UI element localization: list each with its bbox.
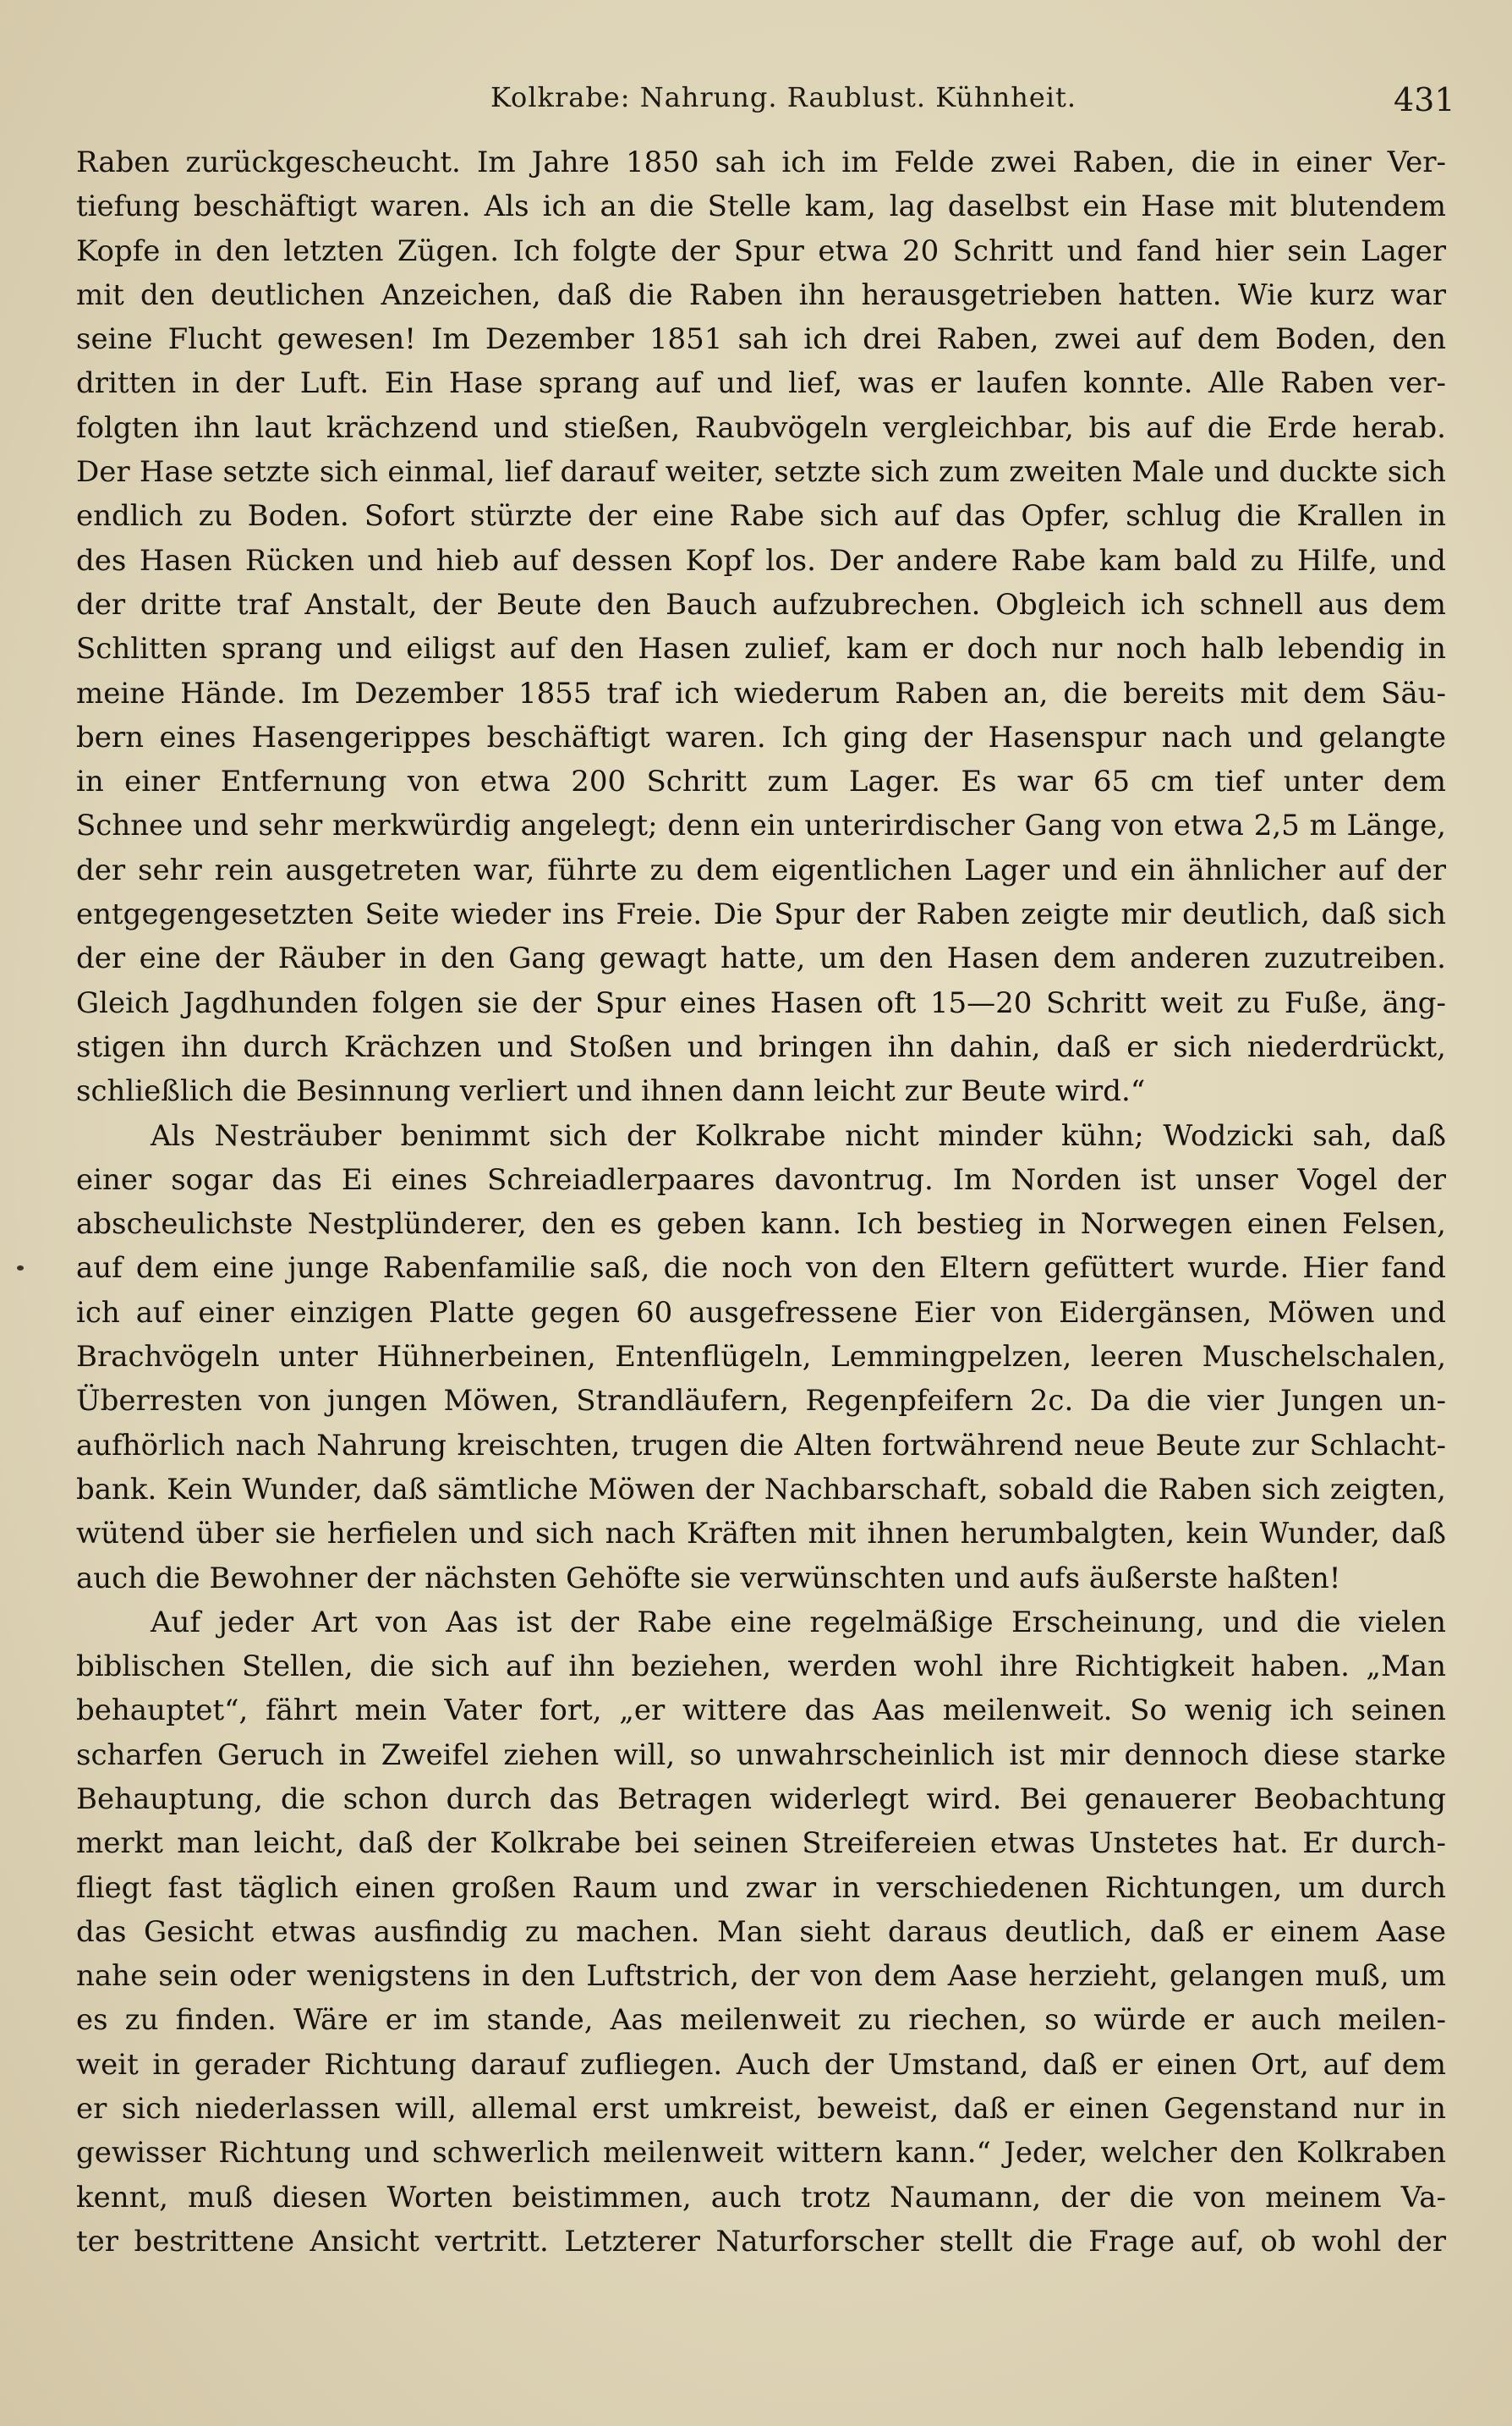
text-line: fliegt fast täglich einen großen Raum und zwar in verschiedenen Richtungen, um durch xyxy=(76,1870,1446,1905)
running-head xyxy=(0,81,1512,132)
text-line: kennt, muß diesen Worten beistimmen, auch trotz Naumann, der die von meinem Va- xyxy=(76,2180,1446,2215)
text-line: Schlitten sprang und eiligst auf den Hasen zulief, kam er doch nur noch halb lebendig in xyxy=(76,632,1446,667)
text-line: folgten ihn laut krächzend und stießen, Raubvögeln vergleichbar, bis auf die Erde herab. xyxy=(76,410,1446,445)
text-line: Schnee und sehr merkwürdig angelegt; denn ein unterirdischer Gang von etwa 2,5 m Länge, xyxy=(76,809,1446,843)
text-line: behauptet“, fährt mein Vater fort, „er wittere das Aas meilenweit. So wenig ich seinen xyxy=(76,1693,1446,1728)
text-line: merkt man leicht, daß der Kolkrabe bei seinen Streifereien etwas Unstetes hat. Er durch- xyxy=(76,1826,1446,1861)
text-line: in einer Entfernung von etwa 200 Schritt zum Lager. Es war 65 cm tief unter dem xyxy=(76,765,1446,799)
text-line: einer sogar das Ei eines Schreiadlerpaares davontrug. Im Norden ist unser Vogel der xyxy=(76,1162,1446,1197)
text-line: tiefung beschäftigt waren. Als ich an die Stelle kam, lag daselbst ein Hase mit blutendem xyxy=(76,189,1446,224)
paragraph-first-line: Auf jeder Art von Aas ist der Rabe eine regelmäßige Erscheinung, und die vielen xyxy=(151,1605,1446,1639)
body-text xyxy=(76,140,1446,2264)
text-line: Überresten von jungen Möwen, Strandläufern, Regenpfeifern 2c. Da die vier Jungen un- xyxy=(76,1384,1446,1419)
text-line: abscheulichste Nestplünderer, den es geben kann. Ich bestieg in Norwegen einen Felsen, xyxy=(76,1207,1446,1242)
text-line: weit in gerader Richtung darauf zufliegen. Auch der Umstand, daß er einen Ort, auf dem xyxy=(76,2047,1446,2082)
text-line: stigen ihn durch Krächzen und Stoßen und bringen ihn dahin, daß er sich niederdrückt, xyxy=(76,1029,1446,1064)
text-line: des Hasen Rücken und hieb auf dessen Kopf los. Der andere Rabe kam bald zu Hilfe, und xyxy=(76,543,1446,578)
text-line: entgegengesetzten Seite wieder ins Freie. Die Spur der Raben zeigte mir deutlich, daß sich xyxy=(76,897,1446,932)
text-line: biblischen Stellen, die sich auf ihn beziehen, werden wohl ihre Richtigkeit haben. „Man xyxy=(76,1649,1446,1684)
text-line: endlich zu Boden. Sofort stürzte der eine Rabe sich auf das Opfer, schlug die Krallen in xyxy=(76,499,1446,534)
text-line: der eine der Räuber in den Gang gewagt hatte, um den Hasen dem anderen zuzutreiben. xyxy=(76,941,1446,976)
text-line: scharfen Geruch in Zweifel ziehen will, so unwahrscheinlich ist mir dennoch diese starke xyxy=(76,1737,1446,1772)
text-line: er sich niederlassen will, allemal erst umkreist, beweist, daß er einen Gegenstand nur in xyxy=(76,2092,1446,2127)
text-line: nahe sein oder wenigstens in den Luftstrich, der von dem Aase herzieht, gelangen muß, um xyxy=(76,1959,1446,1994)
text-line: der dritte traf Anstalt, der Beute den Bauch aufzubrechen. Obgleich ich schnell aus dem xyxy=(76,587,1446,622)
text-line: meine Hände. Im Dezember 1855 traf ich wiederum Raben an, die bereits mit dem Säu- xyxy=(76,676,1446,711)
page-number: 431 xyxy=(1394,81,1455,118)
paragraph-end-line: schließlich die Besinnung verliert und ihnen dann leicht zur Beute wird.“ xyxy=(76,1074,1146,1109)
running-title: Kolkrabe: Nahrung. Raublust. Kühnheit. xyxy=(490,81,1077,113)
paragraph-end-line: auch die Bewohner der nächsten Gehöfte sie verwünschten und aufs äußerste haßten! xyxy=(76,1561,1341,1595)
ink-speck xyxy=(17,1265,24,1271)
text-line: das Gesicht etwas ausfindig zu machen. Man sieht daraus deutlich, daß er einem Aase xyxy=(76,1914,1446,1949)
text-line: Behauptung, die schon durch das Betragen widerlegt wird. Bei genauerer Beobachtung xyxy=(76,1781,1446,1816)
text-line: dritten in der Luft. Ein Hase sprang auf und lief, was er laufen konnte. Alle Raben ver- xyxy=(76,366,1446,401)
text-line: Kopfe in den letzten Zügen. Ich folgte der Spur etwa 20 Schritt und fand hier sein Lager xyxy=(76,233,1446,268)
text-line: aufhörlich nach Nahrung kreischten, trugen die Alten fortwährend neue Beute zur Schlacht- xyxy=(76,1428,1446,1463)
text-line: Gleich Jagdhunden folgen sie der Spur eines Hasen oft 15—20 Schritt weit zu Fuße, äng- xyxy=(76,985,1446,1020)
text-line: Raben zurückgescheucht. Im Jahre 1850 sah ich im Felde zwei Raben, die in einer Ver- xyxy=(76,145,1446,179)
text-line: ter bestrittene Ansicht vertritt. Letzterer Naturforscher stellt die Frage auf, ob wohl der xyxy=(76,2224,1446,2259)
text-line: auf dem eine junge Rabenfamilie saß, die noch von den Eltern gefüttert wurde. Hier fand xyxy=(76,1251,1446,1286)
text-line: der sehr rein ausgetreten war, führte zu dem eigentlichen Lager und ein ähnlicher auf der xyxy=(76,853,1446,887)
text-line: gewisser Richtung und schwerlich meilenweit wittern kann.“ Jeder, welcher den Kolkraben xyxy=(76,2136,1446,2171)
text-line: es zu finden. Wäre er im stande, Aas meilenweit zu riechen, so würde er auch meilen- xyxy=(76,2003,1446,2038)
text-line: Der Hase setzte sich einmal, lief darauf weiter, setzte sich zum zweiten Male und duckte sich xyxy=(76,455,1446,490)
text-line: bank. Kein Wunder, daß sämtliche Möwen der Nachbarschaft, sobald die Raben sich zeigten, xyxy=(76,1472,1446,1507)
text-line: wütend über sie herfielen und sich nach Kräften mit ihnen herumbalgten, kein Wunder, daß xyxy=(76,1517,1446,1551)
paragraph-first-line: Als Nesträuber benimmt sich der Kolkrabe nicht minder kühn; Wodzicki sah, daß xyxy=(151,1118,1446,1153)
text-line: ich auf einer einzigen Platte gegen 60 ausgefressene Eier von Eidergänsen, Möwen und xyxy=(76,1295,1446,1330)
text-line: Brachvögeln unter Hühnerbeinen, Entenflügeln, Lemmingpelzen, leeren Muschelschalen, xyxy=(76,1340,1446,1375)
text-line: mit den deutlichen Anzeichen, daß die Raben ihn herausgetrieben hatten. Wie kurz war xyxy=(76,277,1446,312)
text-line: bern eines Hasengerippes beschäftigt waren. Ich ging der Hasenspur nach und gelangte xyxy=(76,720,1446,755)
text-line: seine Flucht gewesen! Im Dezember 1851 sah ich drei Raben, zwei auf dem Boden, den xyxy=(76,322,1446,357)
